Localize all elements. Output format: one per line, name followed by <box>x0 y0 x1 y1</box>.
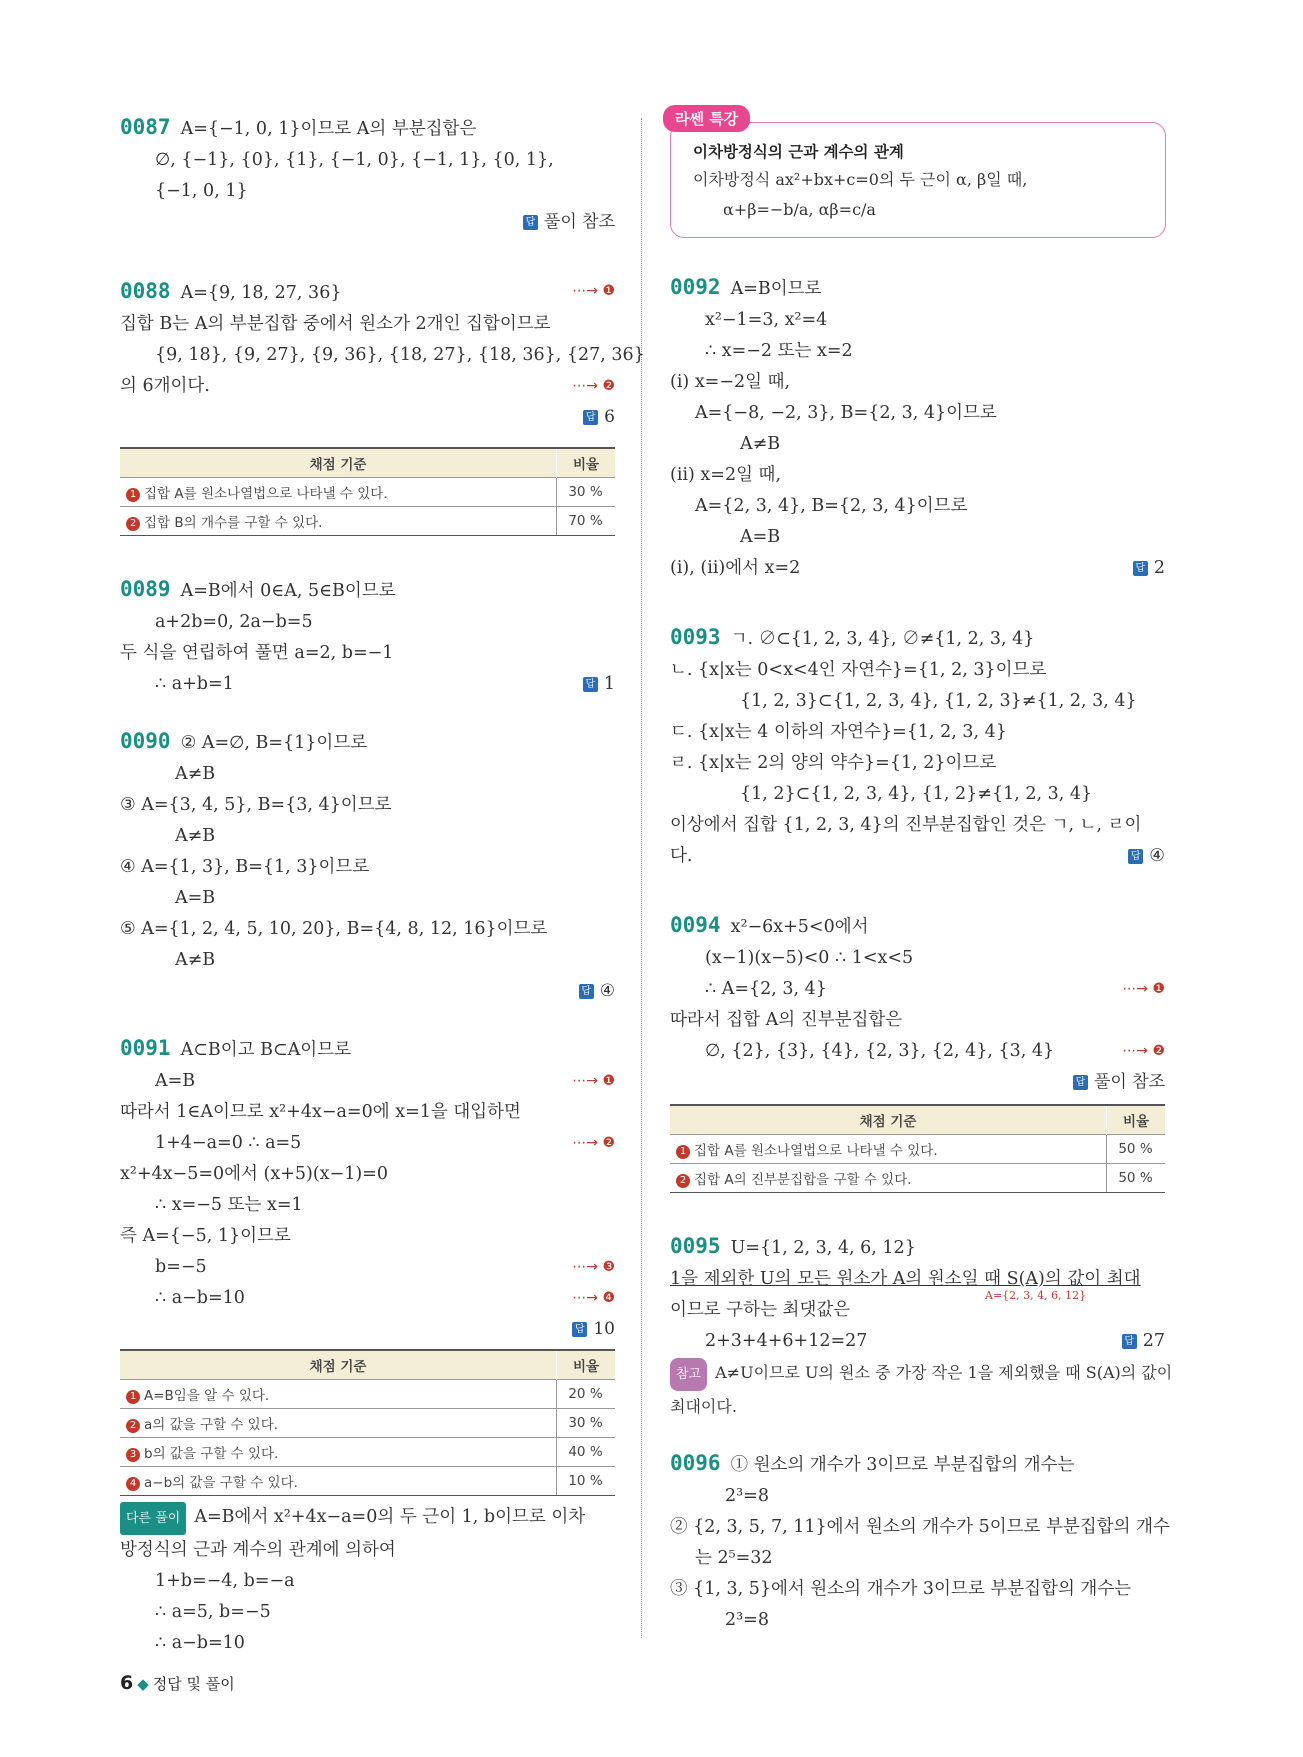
solution-line: ㄹ. {x|x는 2의 양의 약수}={1, 2}이므로 <box>670 753 997 773</box>
solution-line: 따라서 1∈A이므로 x²+4x−a=0에 x=1을 대입하면 <box>120 1102 521 1122</box>
solution-line: a+2b=0, 2a−b=5 <box>155 612 313 632</box>
problem-number: 0092 <box>670 275 721 299</box>
solution-line: ∴ a−b=10 <box>155 1633 245 1653</box>
solution-line: 이므로 구하는 최댓값은 <box>670 1300 851 1320</box>
problem-0093 <box>670 622 1165 872</box>
solution-line: 이상에서 집합 {1, 2, 3, 4}의 진부분집합인 것은 ㄱ, ㄴ, ㄹ이 <box>670 815 1142 835</box>
annotation-note: A={2, 3, 4, 6, 12} <box>985 1289 1087 1302</box>
solution-line: {9, 18}, {9, 27}, {9, 36}, {18, 27}, {18, 36}, {27, 36} <box>155 345 645 365</box>
solution-line: A=B <box>155 1071 196 1091</box>
solution-line: ∴ x=−5 또는 x=1 <box>155 1195 303 1215</box>
page-number: 6 <box>120 1672 134 1694</box>
solution-line: 최대이다. <box>670 1397 737 1416</box>
solution-line: A={2, 3, 4}, B={2, 3, 4}이므로 <box>695 496 968 516</box>
step-marker-icon: ⋯→ ❷ <box>572 378 615 394</box>
problem-0089 <box>120 574 615 700</box>
solution-line: 방정식의 근과 계수의 관계에 의하여 <box>120 1540 396 1560</box>
solution-line: 2³=8 <box>725 1610 769 1630</box>
answer: 답 1 <box>583 669 615 700</box>
problem-0096 <box>670 1448 1170 1636</box>
solution-line: ∴ a+b=1 <box>155 674 234 694</box>
answer-icon: 답 <box>1128 849 1143 864</box>
problem-number: 0094 <box>670 913 721 937</box>
step-marker-icon: ⋯→ ❶ <box>572 1073 615 1089</box>
solution-line: ② A=∅, B={1}이므로 <box>180 733 368 753</box>
solution-line: 2³=8 <box>725 1486 769 1506</box>
alt-solution-tag: 다른 풀이 <box>120 1502 186 1535</box>
problem-0088 <box>120 276 645 536</box>
solution-line: ③ {1, 3, 5}에서 원소의 개수가 3이므로 부분집합의 개수는 <box>670 1579 1132 1599</box>
solution-line: {−1, 0, 1} <box>155 181 248 201</box>
solution-line: 다. <box>670 846 693 866</box>
scoring-table: 채점 기준 비율 1 집합 A를 원소나열법으로 나타낼 수 있다. 30 % 2 집합 B의 개수를 구할 수 있다. 70 % <box>120 447 615 536</box>
solution-line: U={1, 2, 3, 4, 6, 12} <box>730 1238 916 1258</box>
solution-line: 따라서 집합 A의 진부분집합은 <box>670 1010 903 1030</box>
solution-line: ㄷ. {x|x는 4 이하의 자연수}={1, 2, 3, 4} <box>670 722 1007 742</box>
solution-line: A=B에서 0∈A, 5∈B이므로 <box>180 581 396 601</box>
step-marker-icon: ⋯→ ❷ <box>1122 1043 1165 1059</box>
problem-number: 0093 <box>670 625 721 649</box>
problem-number: 0095 <box>670 1234 721 1258</box>
solution-line: {1, 2, 3}⊂{1, 2, 3, 4}, {1, 2, 3}≠{1, 2, 3, 4} <box>740 691 1137 711</box>
solution-line: (x−1)(x−5)<0 ∴ 1<x<5 <box>705 948 914 968</box>
reference-tag: 참고 <box>670 1358 707 1391</box>
tip-box-label: 라쎈 특강 <box>663 105 750 132</box>
step-marker-icon: ⋯→ ❶ <box>572 283 615 299</box>
solution-line: b=−5 <box>155 1257 207 1277</box>
solution-line: x²+4x−5=0에서 (x+5)(x−1)=0 <box>120 1164 388 1184</box>
solution-line: ㄱ. ∅⊂{1, 2, 3, 4}, ∅≠{1, 2, 3, 4} <box>730 629 1035 649</box>
solution-line: A=B이므로 <box>730 279 822 299</box>
solution-line: 1+4−a=0 ∴ a=5 <box>155 1133 302 1153</box>
problem-number: 0096 <box>670 1451 721 1475</box>
answer: 답 2 <box>1133 553 1165 584</box>
solution-line: ∴ a−b=10 <box>155 1288 245 1308</box>
solution-line: ㄴ. {x|x는 0<x<4인 자연수}={1, 2, 3}이므로 <box>670 660 1047 680</box>
step-marker-icon: ⋯→ ❹ <box>572 1290 615 1306</box>
step-marker-icon: ⋯→ ❸ <box>572 1259 615 1275</box>
solution-line: A={9, 18, 27, 36} <box>180 283 342 303</box>
solution-line: ∴ A={2, 3, 4} <box>705 979 827 999</box>
answer: 답 풀이 참조 <box>670 1067 1165 1098</box>
solution-line: 집합 B는 A의 부분집합 중에서 원소가 2개인 집합이므로 <box>120 314 551 334</box>
problem-number: 0088 <box>120 279 171 303</box>
solution-line: A={−8, −2, 3}, B={2, 3, 4}이므로 <box>695 403 997 423</box>
solution-line: A≠B <box>175 950 216 970</box>
solution-line: 의 6개이다. <box>120 376 210 396</box>
solution-line: 두 식을 연립하여 풀면 a=2, b=−1 <box>120 643 394 663</box>
solution-line: x²−6x+5<0에서 <box>730 917 869 937</box>
page-footer <box>120 1672 235 1694</box>
footer-title: 정답 및 풀이 <box>152 1675 235 1693</box>
problem-0090 <box>120 726 615 1007</box>
solution-line: 1+b=−4, b=−a <box>155 1571 295 1591</box>
problem-0092 <box>670 272 1165 584</box>
answer-icon: 답 <box>579 984 594 999</box>
solution-line: ⑤ A={1, 2, 4, 5, 10, 20}, B={4, 8, 12, 16}이므로 <box>120 919 548 939</box>
answer-icon: 답 <box>1133 561 1148 576</box>
tip-box-title: 이차방정식의 근과 계수의 관계 <box>693 143 904 161</box>
problem-number: 0089 <box>120 577 171 601</box>
answer-icon: 답 <box>583 410 598 425</box>
answer: 답 6 <box>120 402 615 433</box>
answer-icon: 답 <box>523 215 538 230</box>
solution-line: ∅, {2}, {3}, {4}, {2, 3}, {2, 4}, {3, 4} <box>705 1041 1055 1061</box>
solution-line: ∴ x=−2 또는 x=2 <box>705 341 853 361</box>
solution-line: 는 2⁵=32 <box>695 1548 773 1568</box>
answer-icon: 답 <box>583 677 598 692</box>
solution-line: (ⅱ) x=2일 때, <box>670 465 782 485</box>
tip-box <box>670 110 1166 238</box>
solution-line: ③ A={3, 4, 5}, B={3, 4}이므로 <box>120 795 392 815</box>
solution-line: 1을 제외한 U의 모든 원소가 A의 원소일 때 S(A)의 값이 최대 <box>670 1269 1141 1289</box>
solution-line: (ⅰ), (ⅱ)에서 x=2 <box>670 558 801 578</box>
solution-line: A=B <box>175 888 216 908</box>
step-marker-icon: ⋯→ ❷ <box>572 1135 615 1151</box>
solution-line: ∴ a=5, b=−5 <box>155 1602 271 1622</box>
solution-line: A≠B <box>740 434 781 454</box>
solution-line: A=B에서 x²+4x−a=0의 두 근이 1, b이므로 이차 <box>194 1507 586 1527</box>
problem-0091 <box>120 1033 615 1659</box>
answer: 답 27 <box>1122 1326 1165 1357</box>
problem-0087 <box>120 112 615 238</box>
answer: 답 10 <box>120 1314 615 1345</box>
answer-icon: 답 <box>1073 1075 1088 1090</box>
problem-0095 <box>670 1231 1173 1422</box>
bullet-icon: ◆ <box>137 1675 149 1693</box>
solution-line: ① 원소의 개수가 3이므로 부분집합의 개수는 <box>730 1455 1075 1475</box>
step-marker-icon: ⋯→ ❶ <box>1122 981 1165 997</box>
solution-line: ② {2, 3, 5, 7, 11}에서 원소의 개수가 5이므로 부분집합의 개수 <box>670 1517 1170 1537</box>
right-column <box>670 110 1173 1636</box>
left-column <box>120 112 645 1659</box>
problem-number: 0091 <box>120 1036 171 1060</box>
solution-line: ④ A={1, 3}, B={1, 3}이므로 <box>120 857 370 877</box>
answer-icon: 답 <box>572 1322 587 1337</box>
problem-number: 0090 <box>120 729 171 753</box>
tip-formula: α+β=−b/a, αβ=c/a <box>723 200 876 219</box>
answer: 답 ④ <box>120 976 615 1007</box>
tip-line: 이차방정식 ax²+bx+c=0의 두 근이 α, β일 때, <box>693 170 1028 189</box>
scoring-table: 채점 기준 비율 1 집합 A를 원소나열법으로 나타낼 수 있다. 50 % 2 집합 A의 진부분집합을 구할 수 있다. 50 % <box>670 1104 1165 1193</box>
problem-0094 <box>670 910 1165 1193</box>
answer: 답 풀이 참조 <box>120 207 615 238</box>
solution-line: 즉 A={−5, 1}이므로 <box>120 1226 291 1246</box>
answer: 답 ④ <box>1128 841 1165 872</box>
solution-line: A≠B <box>175 826 216 846</box>
solution-line: (ⅰ) x=−2일 때, <box>670 372 791 392</box>
solution-line: x²−1=3, x²=4 <box>705 310 828 330</box>
solution-line: {1, 2}⊂{1, 2, 3, 4}, {1, 2}≠{1, 2, 3, 4} <box>740 784 1093 804</box>
solution-line: A⊂B이고 B⊂A이므로 <box>180 1040 351 1060</box>
solution-line: A=B <box>740 527 781 547</box>
solution-line: A={−1, 0, 1}이므로 A의 부분집합은 <box>180 119 477 139</box>
answer-icon: 답 <box>1122 1334 1137 1349</box>
solution-line: 2+3+4+6+12=27 <box>705 1331 868 1351</box>
solution-line: A≠U이므로 U의 원소 중 가장 작은 1을 제외했을 때 S(A)의 값이 <box>715 1363 1173 1382</box>
problem-number: 0087 <box>120 115 171 139</box>
solution-line: A≠B <box>175 764 216 784</box>
scoring-table: 채점 기준 비율 1 A=B임을 알 수 있다. 20 % 2 a의 값을 구할 수 있다. 30 % 3 b의 값을 구할 수 있다. 40 % 4 a−b의 값을 구할 수 있다. 10 % <box>120 1349 615 1496</box>
solution-line: ∅, {−1}, {0}, {1}, {−1, 0}, {−1, 1}, {0, 1}, <box>155 150 554 170</box>
